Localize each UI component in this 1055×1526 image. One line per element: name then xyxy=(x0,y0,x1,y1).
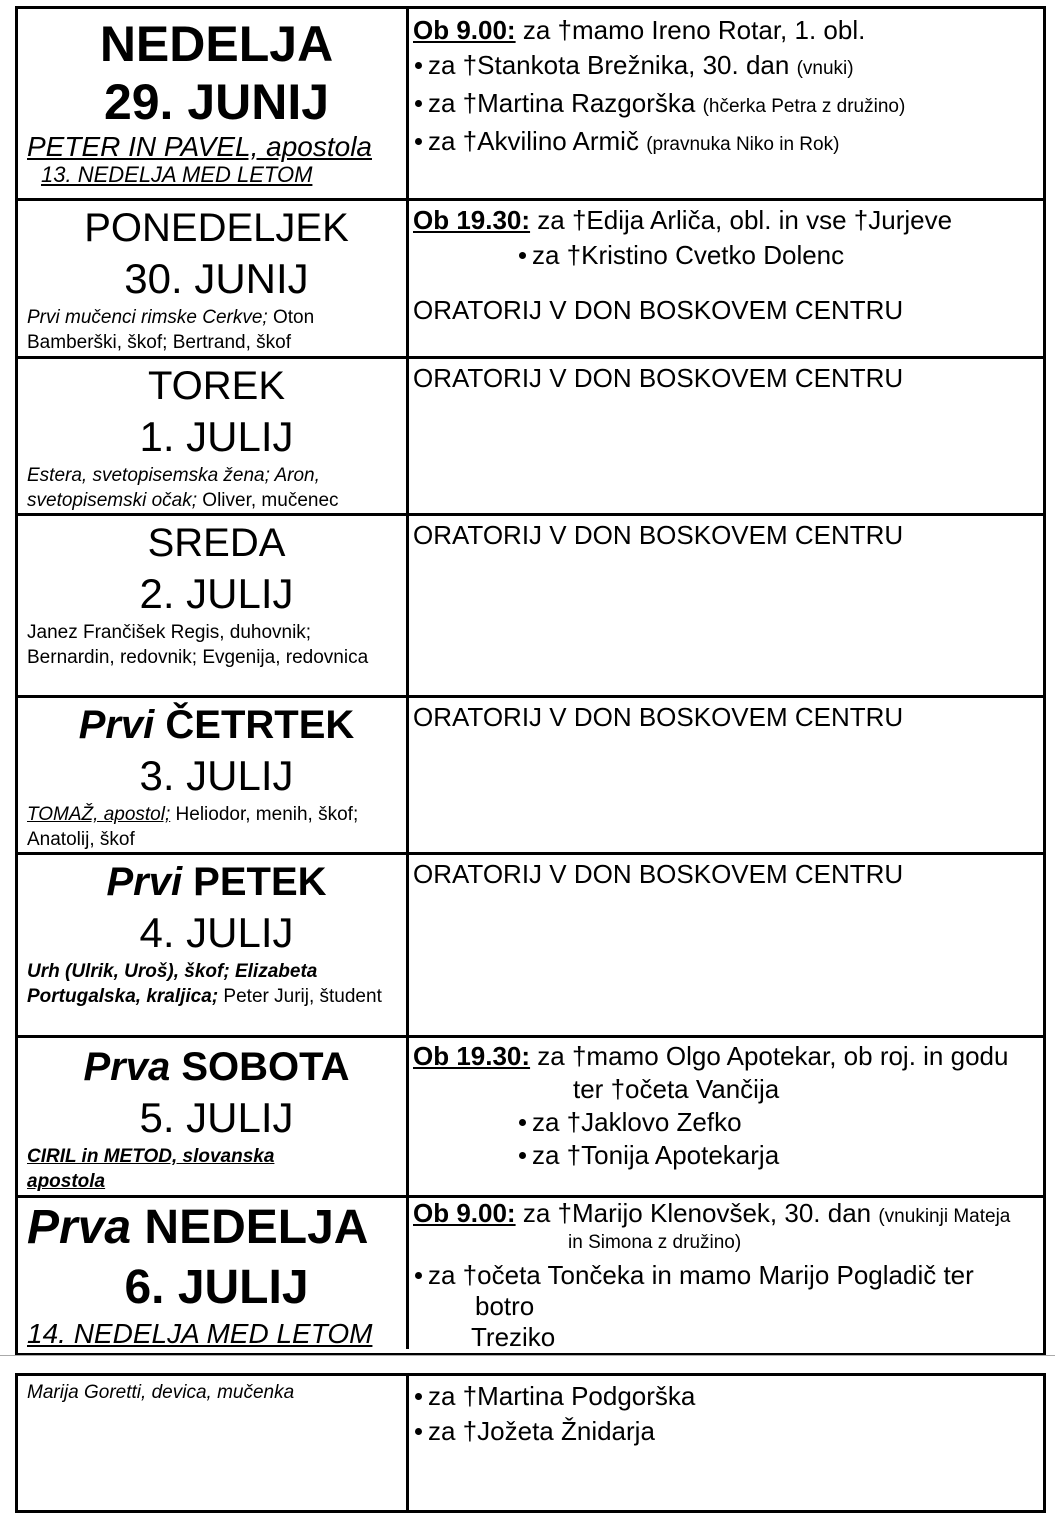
bullet-icon xyxy=(519,1119,526,1126)
continuation-table xyxy=(15,1373,1046,1513)
feast-rest: Oliver, mučenec xyxy=(197,490,339,511)
day-prefix: Prva xyxy=(83,1045,171,1089)
day-name: PONEDELJEK xyxy=(84,206,349,250)
mass-line xyxy=(413,203,1043,238)
day-name: TOREK xyxy=(147,364,286,408)
table-row xyxy=(18,855,1043,1038)
day-label: NEDELJA xyxy=(131,1201,369,1254)
mass-line xyxy=(413,1198,1043,1232)
day-date: 6. JULIJ xyxy=(124,1261,309,1314)
intentions-cell xyxy=(409,9,1043,198)
mass-line xyxy=(413,1040,1043,1073)
bullet-icon xyxy=(519,252,526,259)
day-date: 5. JULIJ xyxy=(139,1094,294,1141)
oratorij-note: ORATORIJ V DON BOSKOVEM CENTRU xyxy=(413,859,904,889)
bullet-icon xyxy=(519,1152,526,1159)
mass-intention: za †mamo Olgo Apotekar, ob roj. in godu xyxy=(530,1041,1009,1071)
feast-rest: Peter Jurij, študent xyxy=(218,986,382,1007)
intentions-cell xyxy=(409,698,1043,852)
day-prefix: Prva xyxy=(27,1201,132,1254)
bullet-icon xyxy=(415,62,422,69)
intention-item xyxy=(413,1414,1043,1449)
table-row xyxy=(18,201,1043,359)
feast-sub: 13. NEDELJA MED LETOM xyxy=(41,162,313,187)
intention-item xyxy=(413,1139,1043,1172)
day-cell xyxy=(18,1376,409,1510)
bullet-icon xyxy=(415,1428,422,1435)
bullet-icon xyxy=(415,100,422,107)
intention-text: za †Martina Razgorška xyxy=(428,88,703,118)
table-row xyxy=(18,698,1043,855)
intentions-cell xyxy=(409,359,1043,513)
intention-item xyxy=(413,124,1043,162)
feast-main: PETER IN PAVEL, apostola xyxy=(27,131,372,162)
mass-intention: za †mamo Ireno Rotar, 1. obl. xyxy=(515,15,866,45)
day-prefix: Prvi xyxy=(106,860,183,904)
day-date: 2. JULIJ xyxy=(139,570,294,617)
day-label: ČETRTEK xyxy=(154,703,355,747)
mass-time: Ob 19.30: xyxy=(413,205,531,235)
mass-intention: za †Marijo Klenovšek, 30. dan xyxy=(515,1198,879,1228)
intention-note: (vnuki) xyxy=(796,58,854,79)
day-cell xyxy=(18,1198,409,1349)
intention-text: za †Martina Podgorška xyxy=(428,1381,696,1411)
oratorij-note: ORATORIJ V DON BOSKOVEM CENTRU xyxy=(413,702,904,732)
day-date: 30. JUNIJ xyxy=(124,255,309,302)
intention-text: za †Kristino Cvetko Dolenc xyxy=(532,240,845,270)
schedule-table xyxy=(15,6,1046,1356)
feast-italic: Prvi mučenci rimske Cerkve; xyxy=(27,307,268,328)
oratorij-note: ORATORIJ V DON BOSKOVEM CENTRU xyxy=(413,295,904,325)
mass-time: Ob 19.30: xyxy=(413,1041,531,1071)
day-cell xyxy=(18,9,409,198)
feast-line xyxy=(27,463,406,513)
intention-cont: Treziko xyxy=(471,1322,556,1349)
day-date: 29. JUNIJ xyxy=(103,74,330,130)
feast-rest: Heliodor, menih, škof; Anatolij, škof xyxy=(27,804,359,850)
feast-rest: Oton Bamberški, škof; Bertrand, škof xyxy=(27,307,315,353)
intention-text: za †Tonija Apotekarja xyxy=(532,1140,780,1170)
mass-intention: za †Edija Arliča, obl. in vse †Jurjeve xyxy=(530,205,953,235)
day-date: 4. JULIJ xyxy=(139,909,294,956)
table-row xyxy=(18,1038,1043,1198)
day-date: 1. JULIJ xyxy=(139,413,294,460)
table-row xyxy=(18,9,1043,201)
feast-line: Janez Frančišek Regis, duhovnik; Bernardin, redovnik; Evgenija, redovnica xyxy=(27,622,369,668)
day-prefix: Prvi xyxy=(78,703,155,747)
day-cell xyxy=(18,516,409,695)
feast-italic: Estera, svetopisemska žena; Aron, svetopisemski očak; xyxy=(27,465,320,511)
table-row xyxy=(18,516,1043,698)
intention-text: za †Jožeta Žnidarja xyxy=(428,1416,655,1446)
day-cell xyxy=(18,1038,409,1195)
table-row xyxy=(18,1198,1043,1349)
bullet-icon xyxy=(415,138,422,145)
intention-note: (hčerka Petra z družino) xyxy=(702,96,906,117)
intentions-cell xyxy=(409,855,1043,1035)
feast-line xyxy=(27,959,406,1009)
mass-time: Ob 9.00: xyxy=(413,15,516,45)
intentions-cell xyxy=(409,1376,1043,1510)
intentions-cell xyxy=(409,516,1043,695)
feast-line: Marija Goretti, devica, mučenka xyxy=(27,1382,295,1403)
feast-italic: Urh (Ulrik, Uroš), škof; Elizabeta Portugalska, kraljica; xyxy=(27,961,318,1007)
intention-item xyxy=(413,1260,1043,1291)
bullet-icon xyxy=(415,1272,422,1279)
intention-item xyxy=(413,238,1043,273)
day-cell xyxy=(18,698,409,852)
day-name: SREDA xyxy=(147,521,286,565)
day-name xyxy=(27,700,406,750)
intention-cont: botro xyxy=(475,1291,535,1321)
intentions-cell xyxy=(409,1198,1043,1349)
intention-text: za †Jaklovo Zefko xyxy=(532,1107,742,1137)
mass-line xyxy=(413,13,1043,48)
intention-note: (pravnuka Niko in Rok) xyxy=(646,134,840,155)
intention-item xyxy=(413,1106,1043,1139)
intention-text: za †Stankota Brežnika, 30. dan xyxy=(428,50,797,80)
feast-line xyxy=(27,802,406,852)
feast-line: CIRIL in METOD, slovanska apostola xyxy=(27,1146,275,1192)
day-date: 3. JULIJ xyxy=(139,752,294,799)
oratorij-note: ORATORIJ V DON BOSKOVEM CENTRU xyxy=(413,363,904,393)
table-row xyxy=(18,359,1043,516)
day-cell xyxy=(18,855,409,1035)
intention-text: za †Akvilino Armič xyxy=(428,126,647,156)
day-name xyxy=(27,1198,406,1258)
mass-note-cont: in Simona z družino) xyxy=(568,1232,742,1253)
feast-italic: TOMAŽ, apostol; xyxy=(27,804,171,825)
intention-item xyxy=(413,1379,1043,1414)
mass-time: Ob 9.00: xyxy=(413,1198,516,1228)
day-label: PETEK xyxy=(182,860,327,904)
day-name: NEDELJA xyxy=(99,16,334,72)
day-cell xyxy=(18,201,409,356)
intention-item xyxy=(413,48,1043,86)
bullet-icon xyxy=(415,1393,422,1400)
day-label: SOBOTA xyxy=(170,1045,350,1089)
intention-text: za †očeta Tončeka in mamo Marijo Pogladič ter xyxy=(428,1260,974,1290)
intentions-cell xyxy=(409,1038,1043,1195)
day-name xyxy=(27,1042,406,1092)
feast-sub: 14. NEDELJA MED LETOM xyxy=(27,1318,373,1349)
feast-line xyxy=(27,305,406,355)
day-name xyxy=(27,857,406,907)
oratorij-note: ORATORIJ V DON BOSKOVEM CENTRU xyxy=(413,520,904,550)
table-row xyxy=(18,1376,1043,1510)
page-break-line xyxy=(0,1355,1055,1356)
intentions-cell xyxy=(409,201,1043,356)
day-cell xyxy=(18,359,409,513)
mass-continuation: ter †očeta Vančija xyxy=(573,1074,780,1104)
intention-item xyxy=(413,86,1043,124)
mass-note: (vnukinji Mateja xyxy=(878,1206,1011,1227)
